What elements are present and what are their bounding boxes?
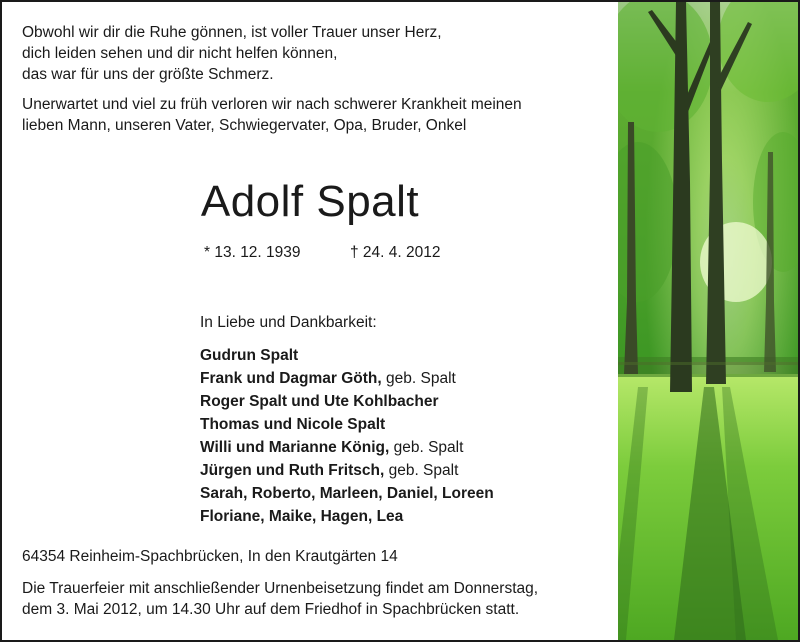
- poem-line: Obwohl wir dir die Ruhe gönnen, ist voller Trauer unser Herz,: [22, 24, 442, 41]
- family-address: 64354 Reinheim-Spachbrücken, In den Krautgärten 14: [22, 548, 398, 565]
- mourner-suffix: geb. Spalt: [381, 370, 456, 387]
- poem: [22, 22, 442, 85]
- intro-text: [22, 94, 522, 136]
- intro-line: Unerwartet und viel zu früh verloren wir nach schwerer Krankheit meinen: [22, 96, 522, 113]
- mourner-names: Willi und Marianne König,: [200, 439, 390, 456]
- deceased-name: Adolf Spalt: [200, 177, 420, 226]
- text-column: [2, 2, 618, 640]
- mourner-names: Sarah, Roberto, Marleen, Daniel, Loreen: [200, 485, 494, 502]
- mourner-entry: [200, 436, 494, 459]
- mourner-names: Jürgen und Ruth Fritsch,: [200, 462, 385, 479]
- mourner-names: Thomas und Nicole Spalt: [200, 416, 386, 433]
- poem-line: das war für uns der größte Schmerz.: [22, 66, 274, 83]
- thanks-line: In Liebe und Dankbarkeit:: [200, 314, 377, 331]
- mourner-entry: [200, 459, 494, 482]
- mourner-entry: [200, 390, 494, 413]
- mourner-names: Roger Spalt und Ute Kohlbacher: [200, 393, 439, 410]
- life-dates: [204, 242, 441, 264]
- birth-date: * 13. 12. 1939: [204, 244, 301, 261]
- mourner-suffix: geb. Spalt: [384, 462, 459, 479]
- mourners-list: [200, 344, 494, 528]
- mourner-suffix: geb. Spalt: [389, 439, 464, 456]
- death-date: † 24. 4. 2012: [350, 244, 441, 261]
- mourner-names: Floriane, Maike, Hagen, Lea: [200, 508, 404, 525]
- funeral-line: dem 3. Mai 2012, um 14.30 Uhr auf dem Friedhof in Spachbrücken statt.: [22, 601, 520, 618]
- mourner-entry: [200, 344, 494, 367]
- intro-line: lieben Mann, unseren Vater, Schwiegervater, Opa, Bruder, Onkel: [22, 117, 467, 134]
- mourner-entry: [200, 505, 494, 528]
- mourner-names: Frank und Dagmar Göth,: [200, 370, 382, 387]
- mourner-entry: [200, 367, 494, 390]
- mourner-entry: [200, 482, 494, 505]
- mourner-names: Gudrun Spalt: [200, 347, 299, 364]
- forest-trees-image: [618, 2, 798, 640]
- mourner-entry: [200, 413, 494, 436]
- funeral-info: [22, 578, 612, 620]
- poem-line: dich leiden sehen und dir nicht helfen können,: [22, 45, 338, 62]
- funeral-line: Die Trauerfeier mit anschließender Urnenbeisetzung findet am Donnerstag,: [22, 580, 539, 597]
